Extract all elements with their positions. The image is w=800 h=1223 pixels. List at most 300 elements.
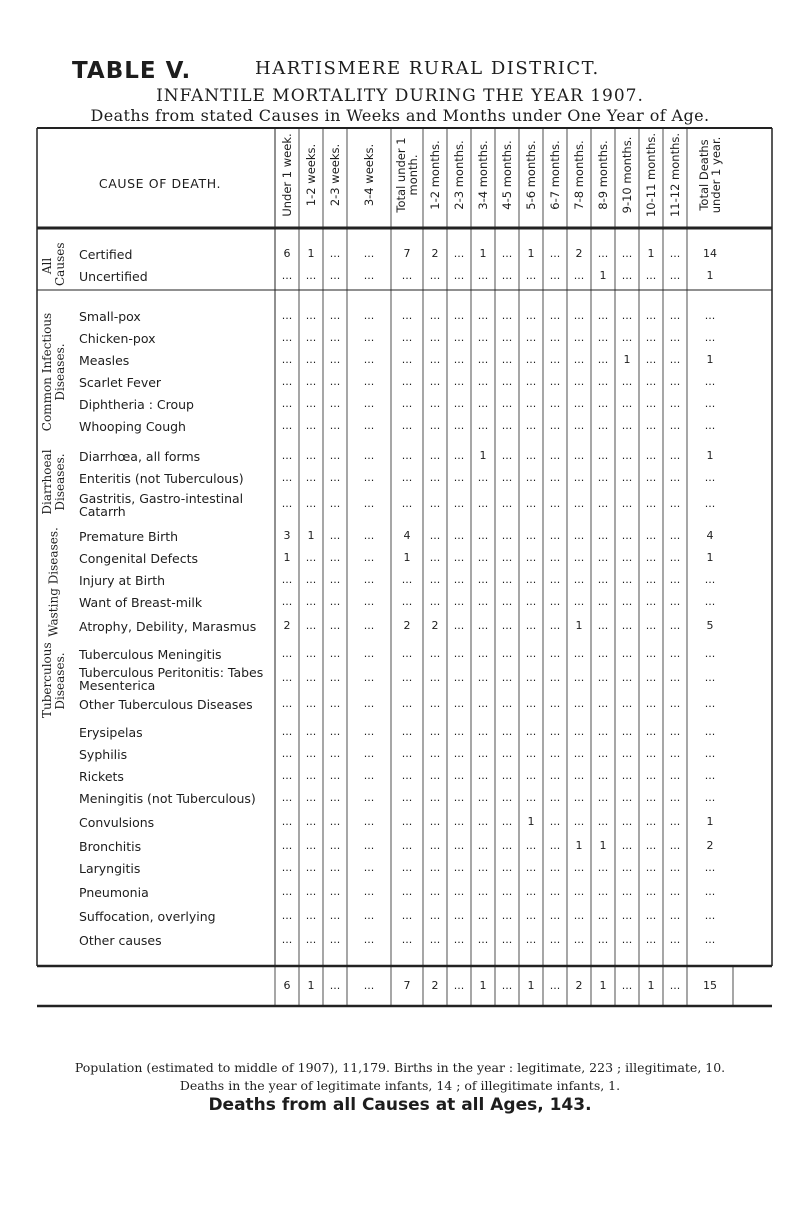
table-cell: ... (329, 573, 341, 586)
column-header (423, 130, 447, 220)
table-cell: ... (621, 471, 633, 484)
table-cell: ... (429, 353, 441, 366)
table-cell: ... (549, 909, 561, 922)
table-cell: ... (704, 397, 716, 410)
table-cell: ... (597, 791, 609, 804)
table-cell: ... (669, 815, 681, 828)
table-cell: ... (429, 471, 441, 484)
table-cell: ... (477, 839, 489, 852)
table-cell: ... (645, 449, 657, 462)
table-cell: ... (477, 619, 489, 632)
table-cell: ... (329, 247, 341, 260)
table-cell: ... (501, 885, 513, 898)
table-cell: ... (525, 933, 537, 946)
table-cell: ... (453, 885, 465, 898)
table-cell: ... (621, 909, 633, 922)
cause-label: Enteritis (not Tuberculous) (79, 471, 244, 486)
table-cell: ... (363, 747, 375, 760)
total-cell: ... (329, 979, 341, 992)
table-cell: ... (429, 375, 441, 388)
cause-label: Measles (79, 353, 130, 368)
table-cell: ... (329, 791, 341, 804)
column-header-label: 2-3 weeks. (328, 143, 342, 207)
table-cell: ... (329, 471, 341, 484)
table-cell: ... (429, 671, 441, 684)
table-cell: ... (525, 595, 537, 608)
table-cell: ... (621, 747, 633, 760)
column-header (495, 130, 519, 220)
table-cell: ... (597, 529, 609, 542)
table-cell: ... (453, 791, 465, 804)
cause-label: Gastritis, Gastro-intestinal Catarrh (79, 491, 244, 519)
cause-label: Whooping Cough (79, 419, 186, 434)
column-header (663, 130, 687, 220)
cause-label: Certified (79, 247, 133, 262)
cause-label: Tuberculous Meningitis (79, 647, 222, 662)
table-cell: ... (453, 309, 465, 322)
table-cell: ... (429, 647, 441, 660)
table-cell: ... (669, 697, 681, 710)
table-cell: ... (669, 909, 681, 922)
table-cell: 1 (575, 839, 583, 852)
table-cell: ... (363, 861, 375, 874)
table-cell: ... (645, 529, 657, 542)
cause-label: Premature Birth (79, 529, 179, 544)
table-cell: ... (549, 449, 561, 462)
table-cell: ... (401, 885, 413, 898)
table-cell: ... (669, 397, 681, 410)
table-cell: ... (621, 375, 633, 388)
table-cell: ... (281, 647, 293, 660)
total-cell: 1 (599, 979, 607, 992)
table-cell: ... (704, 861, 716, 874)
column-header-label: 3-4 months. (476, 140, 490, 210)
table-cell: ... (329, 497, 341, 510)
table-cell: ... (525, 309, 537, 322)
table-cell: 1 (283, 551, 291, 564)
table-cell: ... (597, 697, 609, 710)
table-cell: ... (704, 747, 716, 760)
table-cell: ... (549, 419, 561, 432)
table-cell: ... (477, 595, 489, 608)
column-header-label: 3-4 weeks. (362, 143, 376, 207)
column-header (447, 130, 471, 220)
table-cell: ... (363, 269, 375, 282)
table-cell: ... (525, 397, 537, 410)
table-cell: ... (645, 909, 657, 922)
table-cell: ... (704, 375, 716, 388)
all-deaths-note: Deaths from all Causes at all Ages, 143. (208, 1095, 592, 1115)
table-cell: ... (621, 449, 633, 462)
table-cell: ... (501, 529, 513, 542)
table-cell: ... (281, 331, 293, 344)
table-cell: ... (704, 309, 716, 322)
table-cell: ... (477, 861, 489, 874)
table-cell: ... (621, 933, 633, 946)
table-cell: ... (477, 885, 489, 898)
table-cell: ... (363, 909, 375, 922)
table-cell: ... (429, 697, 441, 710)
table-cell: ... (477, 529, 489, 542)
table-cell: ... (621, 697, 633, 710)
table-cell: ... (363, 529, 375, 542)
table-cell: ... (363, 769, 375, 782)
column-header (471, 130, 495, 220)
table-cell: ... (525, 839, 537, 852)
table-cell: ... (305, 471, 317, 484)
table-cell: ... (429, 861, 441, 874)
table-cell: ... (549, 933, 561, 946)
table-cell: ... (597, 419, 609, 432)
table-cell: ... (305, 595, 317, 608)
table-cell: ... (704, 419, 716, 432)
table-cell: ... (477, 497, 489, 510)
table-cell: ... (305, 933, 317, 946)
table-cell: ... (597, 725, 609, 738)
table-cell: ... (453, 375, 465, 388)
column-header-label: 1-2 weeks. (304, 143, 318, 207)
table-cell: ... (477, 747, 489, 760)
table-cell: ... (669, 747, 681, 760)
table-cell: ... (453, 331, 465, 344)
table-cell: 1 (403, 551, 411, 564)
table-cell: ... (453, 419, 465, 432)
table-cell: ... (573, 595, 585, 608)
table-cell: ... (645, 791, 657, 804)
table-cell: 1 (479, 449, 487, 462)
table-cell: ... (305, 269, 317, 282)
table-cell: ... (453, 353, 465, 366)
table-cell: ... (621, 769, 633, 782)
table-cell: ... (645, 671, 657, 684)
table-cell: ... (645, 551, 657, 564)
table-cell: ... (573, 815, 585, 828)
table-cell: ... (453, 573, 465, 586)
table-cell: ... (329, 619, 341, 632)
table-cell: ... (669, 497, 681, 510)
table-cell: ... (597, 247, 609, 260)
table-cell: ... (501, 815, 513, 828)
table-cell: ... (281, 309, 293, 322)
table-cell: 1 (706, 269, 714, 282)
cause-label: Suffocation, overlying (79, 909, 216, 924)
table-cell: ... (501, 309, 513, 322)
table-cell: ... (573, 397, 585, 410)
table-cell: ... (363, 595, 375, 608)
table-cell: ... (621, 791, 633, 804)
total-cell: ... (453, 979, 465, 992)
table-cell: ... (549, 885, 561, 898)
table-cell: ... (401, 769, 413, 782)
table-cell: ... (704, 573, 716, 586)
table-cell: ... (645, 309, 657, 322)
table-cell: ... (305, 619, 317, 632)
table-cell: ... (281, 573, 293, 586)
table-cell: ... (281, 595, 293, 608)
table-cell: ... (597, 909, 609, 922)
table-cell: ... (363, 419, 375, 432)
table-cell: ... (429, 449, 441, 462)
table-cell: ... (597, 595, 609, 608)
column-header-label: 5-6 months. (524, 140, 538, 210)
table-cell: ... (329, 375, 341, 388)
table-cell: ... (501, 671, 513, 684)
table-cell: ... (363, 697, 375, 710)
table-cell: ... (669, 449, 681, 462)
table-cell: ... (329, 449, 341, 462)
table-cell: ... (597, 449, 609, 462)
table-cell: ... (401, 861, 413, 874)
column-header-label: 7-8 months. (572, 140, 586, 210)
table-cell: ... (573, 497, 585, 510)
table-cell: 2 (431, 619, 439, 632)
table-cell: ... (453, 397, 465, 410)
table-cell: ... (501, 497, 513, 510)
table-cell: ... (305, 747, 317, 760)
table-cell: ... (305, 725, 317, 738)
table-cell: ... (573, 551, 585, 564)
table-cell: ... (645, 697, 657, 710)
table-cell: 1 (527, 815, 535, 828)
table-cell: ... (401, 375, 413, 388)
table-cell: ... (477, 551, 489, 564)
mortality-table (35, 126, 774, 1044)
table-cell: 5 (706, 619, 714, 632)
table-cell: ... (645, 839, 657, 852)
table-cell: ... (549, 375, 561, 388)
table-cell: ... (501, 619, 513, 632)
cause-label: Uncertified (79, 269, 148, 284)
table-cell: ... (549, 529, 561, 542)
total-cell: ... (621, 979, 633, 992)
column-header (615, 130, 639, 220)
table-cell: ... (621, 885, 633, 898)
cause-label: Rickets (79, 769, 124, 784)
table-cell: ... (401, 595, 413, 608)
table-cell: ... (597, 747, 609, 760)
table-cell: ... (363, 551, 375, 564)
table-cell: ... (621, 497, 633, 510)
table-cell: ... (305, 331, 317, 344)
table-cell: ... (477, 769, 489, 782)
table-cell: ... (429, 885, 441, 898)
table-cell: ... (401, 331, 413, 344)
table-cell: ... (329, 909, 341, 922)
table-cell: ... (549, 551, 561, 564)
table-cell: ... (363, 247, 375, 260)
table-cell: ... (645, 861, 657, 874)
table-cell: ... (669, 595, 681, 608)
table-cell: ... (305, 573, 317, 586)
column-header-label: 2-3 months. (452, 140, 466, 210)
table-cell: ... (305, 309, 317, 322)
table-cell: ... (305, 769, 317, 782)
table-header-line (0, 58, 800, 86)
table-cell: ... (645, 747, 657, 760)
total-cell: 2 (575, 979, 583, 992)
table-cell: ... (453, 697, 465, 710)
table-cell: ... (525, 419, 537, 432)
cause-label: Atrophy, Debility, Marasmus (79, 619, 257, 634)
table-cell: ... (477, 815, 489, 828)
table-cell: ... (525, 619, 537, 632)
table-cell: ... (453, 671, 465, 684)
table-cell: ... (329, 725, 341, 738)
table-cell: ... (401, 573, 413, 586)
table-cell: ... (305, 839, 317, 852)
table-cell: ... (477, 269, 489, 282)
table-cell: ... (453, 861, 465, 874)
table-cell: ... (669, 353, 681, 366)
table-cell: 1 (307, 247, 315, 260)
table-cell: ... (549, 331, 561, 344)
cause-label: Laryngitis (79, 861, 141, 876)
cause-label: Meningitis (not Tuberculous) (79, 791, 256, 806)
table-cell: ... (453, 247, 465, 260)
table-cell: 1 (575, 619, 583, 632)
cause-group-label: Wasting Diseases. (46, 527, 61, 637)
table-cell: ... (597, 397, 609, 410)
table-cell: ... (429, 573, 441, 586)
table-cell: ... (597, 769, 609, 782)
column-header-label: 8-9 months. (596, 140, 610, 210)
table-cell: ... (549, 671, 561, 684)
table-cell: ... (329, 839, 341, 852)
table-cell: ... (401, 309, 413, 322)
table-cell: ... (573, 697, 585, 710)
table-cell: 1 (706, 353, 714, 366)
table-cell: ... (501, 595, 513, 608)
table-cell: ... (597, 375, 609, 388)
table-cell: ... (573, 647, 585, 660)
table-cell: ... (305, 449, 317, 462)
table-cell: ... (597, 647, 609, 660)
table-cell: ... (549, 497, 561, 510)
table-cell: ... (669, 933, 681, 946)
table-cell: ... (501, 551, 513, 564)
table-cell: ... (329, 933, 341, 946)
table-cell: ... (281, 769, 293, 782)
table-cell: ... (477, 909, 489, 922)
table-cell: ... (597, 497, 609, 510)
table-cell: ... (453, 551, 465, 564)
table-cell: ... (281, 861, 293, 874)
column-header-label: Under 1 week. (280, 133, 294, 217)
table-cell: ... (453, 497, 465, 510)
table-cell: ... (549, 247, 561, 260)
table-cell: ... (501, 397, 513, 410)
table-cell: 1 (706, 815, 714, 828)
table-cell: ... (645, 471, 657, 484)
table-cell: ... (621, 551, 633, 564)
table-cell: ... (704, 595, 716, 608)
table-cell: ... (453, 471, 465, 484)
table-cell: ... (669, 529, 681, 542)
table-cell: ... (329, 529, 341, 542)
table-cell: ... (573, 353, 585, 366)
table-cell: ... (704, 885, 716, 898)
table-cell: 1 (647, 247, 655, 260)
table-cell: ... (704, 769, 716, 782)
total-cell: 7 (403, 979, 411, 992)
table-cell: ... (645, 725, 657, 738)
table-cell: ... (549, 697, 561, 710)
table-cell: ... (645, 815, 657, 828)
table-cell: ... (501, 353, 513, 366)
table-cell: ... (281, 397, 293, 410)
table-cell: ... (597, 619, 609, 632)
table-cell: ... (621, 619, 633, 632)
table-cell: ... (645, 619, 657, 632)
table-cell: ... (501, 449, 513, 462)
table-cell: ... (669, 471, 681, 484)
table-cell: ... (501, 247, 513, 260)
table-cell: ... (525, 697, 537, 710)
table-cell: ... (501, 933, 513, 946)
table-cell: ... (525, 573, 537, 586)
table-cell: ... (453, 595, 465, 608)
table-cell: ... (501, 725, 513, 738)
table-cell: ... (477, 791, 489, 804)
total-cell: 1 (307, 979, 315, 992)
cause-group (39, 526, 69, 638)
table-cell: ... (573, 747, 585, 760)
table-cell: ... (573, 909, 585, 922)
table-cell: ... (363, 331, 375, 344)
table-cell: ... (573, 529, 585, 542)
table-cell: ... (453, 815, 465, 828)
table-cell: ... (573, 573, 585, 586)
table-cell: ... (597, 933, 609, 946)
cause-group (39, 306, 69, 438)
table-cell: ... (621, 573, 633, 586)
table-cell: ... (477, 419, 489, 432)
table-cell: ... (573, 933, 585, 946)
table-cell: ... (621, 529, 633, 542)
table-cell: ... (645, 375, 657, 388)
table-cell: ... (669, 309, 681, 322)
table-cell: ... (597, 885, 609, 898)
table-cell: ... (573, 725, 585, 738)
table-cell: ... (329, 595, 341, 608)
table-cell: ... (305, 397, 317, 410)
table-cell: ... (363, 815, 375, 828)
table-cell: ... (453, 933, 465, 946)
table-cell: ... (645, 331, 657, 344)
table-cell: ... (281, 353, 293, 366)
total-cell: 15 (703, 979, 717, 992)
table-cell: ... (645, 573, 657, 586)
table-cell: ... (401, 353, 413, 366)
table-cell: ... (429, 397, 441, 410)
table-cell: ... (573, 791, 585, 804)
table-cell: ... (429, 497, 441, 510)
table-cell: ... (453, 909, 465, 922)
table-cell: ... (363, 375, 375, 388)
table-cell: ... (501, 791, 513, 804)
column-header-label: Total under 1 month. (394, 137, 420, 213)
cause-group-label: Common Infectious Diseases. (40, 312, 67, 432)
table-cell: 1 (599, 269, 607, 282)
table-cell: ... (704, 791, 716, 804)
table-cell: 2 (575, 247, 583, 260)
table-cell: ... (429, 419, 441, 432)
table-cell: ... (669, 375, 681, 388)
cause-label: Small-pox (79, 309, 141, 324)
table-cell: ... (477, 471, 489, 484)
table-cell: ... (549, 619, 561, 632)
table-cell: ... (363, 353, 375, 366)
